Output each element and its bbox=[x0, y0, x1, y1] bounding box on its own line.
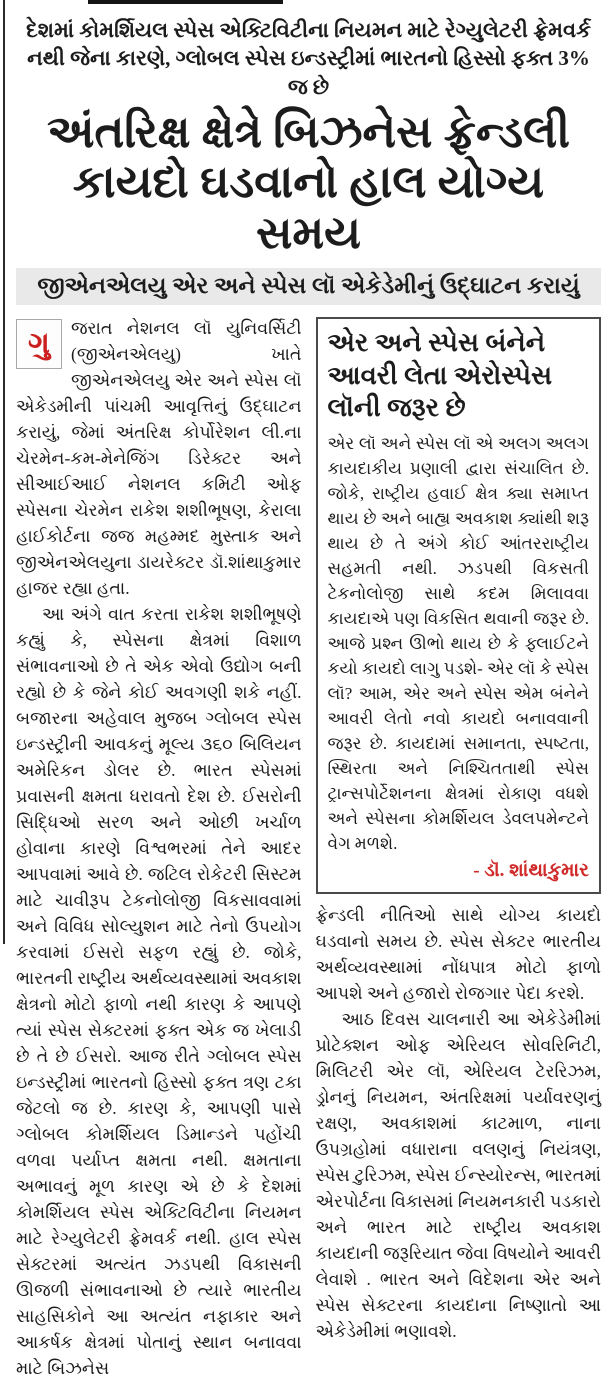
left-page-rule bbox=[3, 0, 5, 944]
pull-quote-attribution: - ડૉ. શાંથાકુમાર bbox=[473, 859, 589, 881]
kicker-headline: દેશમાં કોમર્શિયલ સ્પેસ એક્ટિવિટીના નિયમન માટે રેગ્યુલેટરી ફ્રેમવર્ક નથી જેના કારણે, ગ્લોબલ સ્પેસ ઇન્ડસ્ટ્રીમાં ભારતનો હિસ્સો ફક્ત 3% જ છે bbox=[26, 18, 591, 99]
lead-paragraph bbox=[16, 315, 302, 601]
subheadline-bar: જીએનએલયુ એર અને સ્પેસ લૉ એકેડેમીનું ઉદ્ઘાટન કરાયું bbox=[16, 268, 601, 305]
article-columns bbox=[16, 315, 601, 1381]
pull-quote-body: એર લૉ અને સ્પેસ લૉ એ અલગ અલગ કાયદાકીય પ્રણાલી દ્વારા સંચાલિત છે. જોકે, રાષ્ટ્રીય હવાઈ ક્ષેત્ર ક્યા સમાપ્ત થાય છે અને બાહ્ય અવકાશ ક્યાંથી શરૂ થાય છે તે અંગે કોઈ આંતરરાષ્ટ્રીય સહમતી નથી. ઝડપથી વિકસતી ટેકનોલોજી સાથે કદમ મિલાવવા કાયદાએ પણ વિકસિત થવાની જરૂર છે. આજે પ્રશ્ન ઊભો થાય છે કે ફ્લાઈટને કયો કાયદો લાગુ પડશે- એર લૉ કે સ્પેસ લૉ? આમ, એર અને સ્પેસ એમ બંનેને આવરી લેતો નવો કાયદો બનાવવાની જરૂર છે. કાયદામાં સમાનતા, સ્પષ્ટતા, સ્થિરતા અને નિશ્ચિતતાથી સ્પેસ ટ્રાન્સપોર્ટેશનના ક્ષેત્રમાં રોકાણ વધશે અને સ્પેસના કોમર્શિયલ ડેવલપમેન્ટને વેગ મળશે. bbox=[327, 433, 590, 853]
pull-quote-heading: એર અને સ્પેસ બંનેને આવરી લેતા એરોસ્પેસ લૉની જરૂર છે bbox=[327, 328, 553, 423]
top-crop-strip bbox=[88, 0, 283, 4]
body-paragraph: આઠ દિવસ ચાલનારી આ એકેડેમીમાં પ્રોટેક્શન ઓફ એરિયલ સોવરિનિટી, મિલિટરી એર લૉ, એરિયલ ટેરરિઝમ, ડ્રોનનું નિયમન, અંતરિક્ષમાં પર્યાવરણનું રક્ષણ, અવકાશમાં કાટમાળ, નાના ઉપગ્રહોમાં વધારાના વલણનું નિયંત્રણ, સ્પેસ ટુરિઝમ, સ્પેસ ઈન્સ્યોરન્સ, ભારતમાં એરપોર્ટના વિકાસમાં નિયમનકારી પડકારો અને ભારત માટે રાષ્ટ્રીય અવકાશ કાયદાની જરૂરિયાત જેવા વિષયોને આવરી લેવાશે . ભારત અને વિદેશના એર અને સ્પેસ સેક્ટરના કાયદાના નિષ્ણાતો આ એકેડેમીમાં ભણાવશે. bbox=[315, 1008, 601, 1341]
dropcap-letter: ગુ bbox=[28, 327, 50, 361]
pull-quote-box bbox=[316, 317, 602, 894]
left-column bbox=[16, 315, 302, 1381]
dropcap-box bbox=[16, 319, 62, 369]
lead-paragraph-text: જરાત નેશનલ લૉ યુનિવર્સિટી (જીએનએલયુ) ખાતે જીએનએલયુ એર અને સ્પેસ લૉ એકેડમીની પાંચમી આવૃત્તિનું ઉદ્ઘાટન કરાયું, જેમાં અંતરિક્ષ કોર્પોરેશન લી.ના ચેરમેન-કમ-મેનેજિંગ ડિરેક્ટર અને સીઆઈઆઈ નેશનલ કમિટી ઓફ સ્પેસના ચેરમેન રાકેશ શશીભૂષણ, કેરાલા હાઈકોર્ટના જજ મહમ્મદ મુસ્તાક અને જીએનએલયુના ડાયરેક્ટર ડૉ.શાંથાકુમાર હાજર રહ્યા હતા. bbox=[16, 318, 302, 599]
body-paragraph: આ અંગે વાત કરતા રાકેશ શશીભૂષણે કહ્યું કે, સ્પેસના ક્ષેત્રમાં વિશાળ સંભાવનાઓ છે તે એક એવો ઉદ્યોગ બની રહ્યો છે કે જેને કોઈ અવગણી શકે નહીં. બજારના અહેવાલ મુજબ ગ્લોબલ સ્પેસ ઇન્ડસ્ટ્રીની આવકનું મૂલ્ય ૩૬૦ બિલિયન અમેરિકન ડોલર છે. ભારત સ્પેસમાં પ્રવાસની ક્ષમતા ધરાવતો દેશ છે. ઈસરોની સિદ્ધિઓ સરળ અને ઓછી ખર્ચાળ હોવાના કારણે વિશ્વભરમાં તેને આદર આપવામાં આવે છે. જટિલ રોકેટરી સિસ્ટમ માટે ચાવીરૂપ ટેકનોલોજી વિકસાવવામાં અને વિવિધ સોલ્યુશન માટે તેનો ઉપયોગ કરવામાં ઈસરો સફળ રહ્યું છે. જોકે, ભારતની રાષ્ટ્રીય અર્થવ્યવસ્થામાં અવકાશ ક્ષેત્રનો મોટો ફાળો નથી કારણ કે આપણે ત્યાં સ્પેસ સેક્ટરમાં ફક્ત એક જ ખેલાડી છે તે છે ઈસરો. આજ રીતે ગ્લોબલ સ્પેસ ઇન્ડસ્ટ્રીમાં ભારતનો હિસ્સો ફક્ત ત્રણ ટકા જેટલો જ છે. કારણ કે, આપણી પાસે ગ્લોબલ કોમર્શિયલ ડિમાન્ડને પહોંચી વળવા પર્યાપ્ત ક્ષમતા નથી. ક્ષમતાના અભાવનું મૂળ કારણ એ છે કે દેશમાં કોમર્શિયલ સ્પેસ એક્ટિવિટીના નિયમન માટે રેગ્યુલેટરી ફ્રેમવર્ક નથી. હાલ સ્પેસ સેક્ટરમાં અત્યંત ઝડપથી વિકાસની ઊજળી સંભાવનાઓ છે ત્યારે ભારતીય સાહસિકોને આ અત્યંત નફાકાર અને આકર્ષક ક્ષેત્રમાં પોતાનું સ્થાન બનાવવા માટે બિઝનેસ bbox=[16, 604, 302, 1379]
right-column bbox=[316, 315, 602, 1344]
main-headline: અંતરિક્ષ ક્ષેત્રે બિઝનેસ ફ્રેન્ડલી કાયદો ઘડવાનો હાલ યોગ્ય સમય bbox=[47, 107, 570, 258]
body-paragraph: ફ્રેન્ડલી નીતિઓ સાથે યોગ્ય કાયદો ઘડવાનો સમય છે. સ્પેસ સેક્ટર ભારતીય અર્થવ્યવસ્થામાં નોંધપાત્ર મોટો ફાળો આપશે અને હજારો રોજગાર પેદા કરશે. bbox=[315, 904, 601, 1003]
